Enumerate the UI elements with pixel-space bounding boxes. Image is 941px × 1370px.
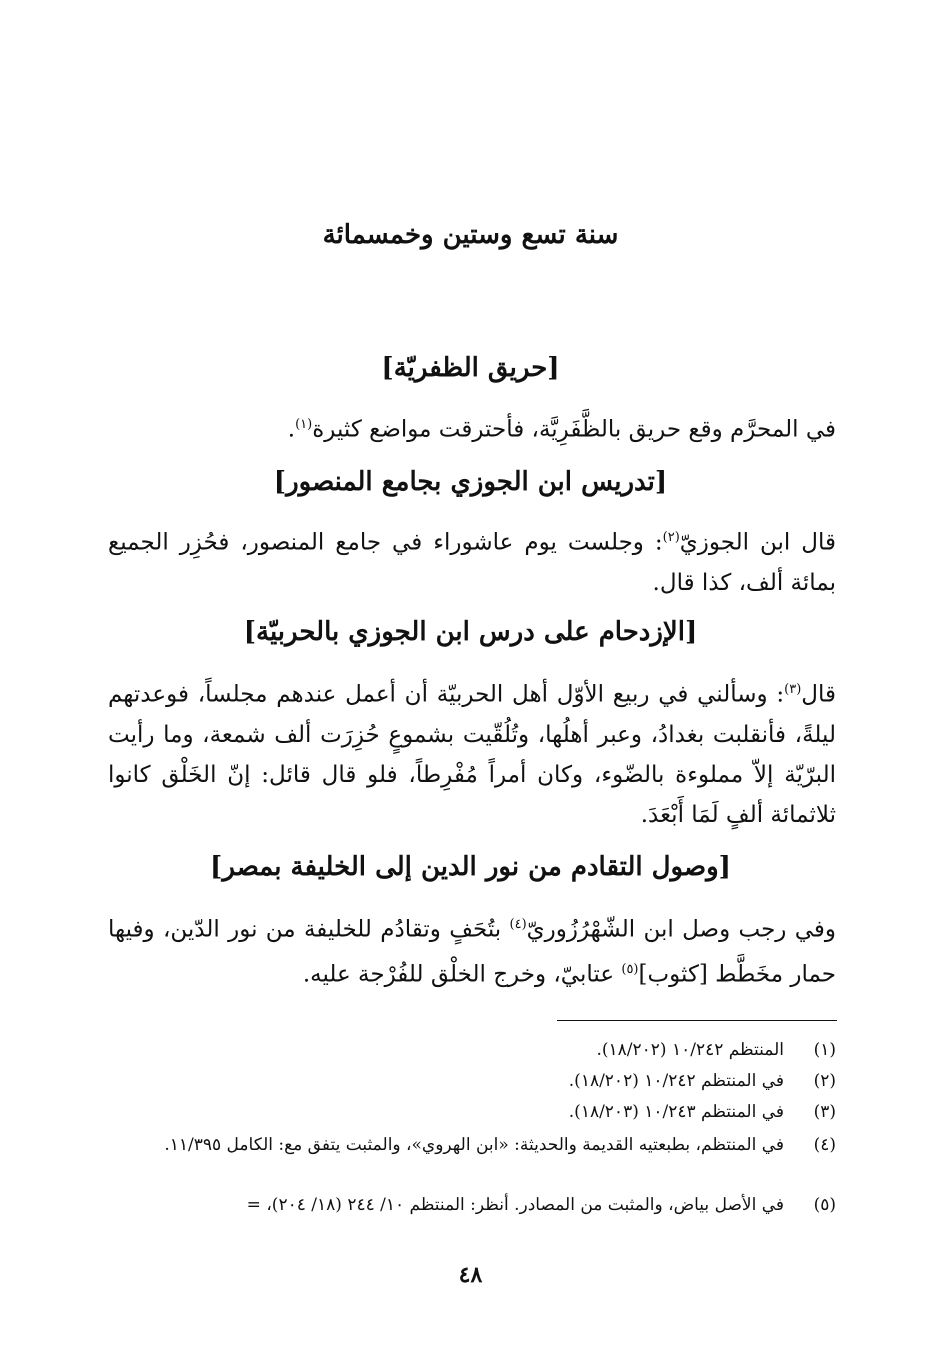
footnote-ref: (٣): [784, 682, 802, 697]
footnote-ref: (٥): [621, 961, 639, 977]
section-heading-fire: [حريق الظفريّة]: [381, 353, 560, 383]
footnote-ref: (٢): [662, 530, 680, 545]
section-text-teaching: قال ابن الجوزيّ$^{(٢)}$: وجلست يوم عاشوراء في جامع المنصور، فحُزِر الجميع بمائة ألف، كذا قال.: [108, 529, 837, 596]
chapter-title: سنة تسع وستين وخمسمائة: [322, 220, 619, 250]
footnote-1: (١) المنتظم ١٠/٢٤٢ (١٨/٢٠٢).: [596, 1040, 836, 1060]
footnote-4: (٤) في المنتظم، بطبعتيه القديمة والحديثة: «ابن الهروي»، والمثبت يتفق مع: الكامل ١١/٣٩٥.: [164, 1135, 836, 1155]
section-heading-crowding: [الإزدحام على درس ابن الجوزي بالحربيّة]: [243, 617, 698, 647]
footnote-3: (٣) في المنتظم ١٠/٢٤٣ (١٨/٢٠٣).: [568, 1102, 836, 1122]
footnote-2: (٢) في المنتظم ١٠/٢٤٢ (١٨/٢٠٢).: [568, 1071, 836, 1091]
section-text-gifts: وفي رجب وصل ابن الشّهْرُزُوريّ$^{(٤)}$ بتُحَفٍ وتقادُم للخليفة من نور الدّين، وفيها حمار مخَطَّط [كثوب]$^{(٥)}$ عتابيّ، وخرج الخلْق للفُرْجة عليه.: [108, 916, 836, 988]
section-heading-teaching: [تدريس ابن الجوزي بجامع المنصور]: [273, 467, 668, 497]
footnote-ref: (٤): [509, 917, 527, 932]
section-text-fire: في المحرَّم وقع حريق بالظَّفَرِيَّة، فأحترقت مواضع كثيرة$^{(١)}$.: [287, 416, 836, 443]
footnote-ref: (١): [295, 417, 313, 432]
section-text-crowding: قال$^{(٣)}$: وسألني في ربيع الأوّل أهل الحربيّة أن أعمل عندهم مجلساً، فوعدتهم ليلةً، فأنقلبت بغدادُ، وعبر أهلُها، وتُلُقّيت بشموعٍ حُزِرَت ألف شمعة، وما رأيت البرّيّة إلاّ مملوءة بالضّوء، وكان أمراً مُفْرِطاً، فلو قال قائل: إنّ الخَلْق كانوا ثلاثمائة ألفٍ لَمَا أَبْعَدَ.: [108, 681, 836, 828]
footnote-5: (٥) في الأصل بياض، والمثبت من المصادر. أنظر: المنتظم ١٠/ ٢٤٤ (١٨/ ٢٠٤)، =: [246, 1195, 836, 1215]
section-heading-gifts: [وصول التقادم من نور الدين إلى الخليفة بمصر]: [210, 852, 731, 882]
footnote-divider: [557, 1020, 837, 1021]
page-number: ٤٨: [458, 1262, 483, 1288]
